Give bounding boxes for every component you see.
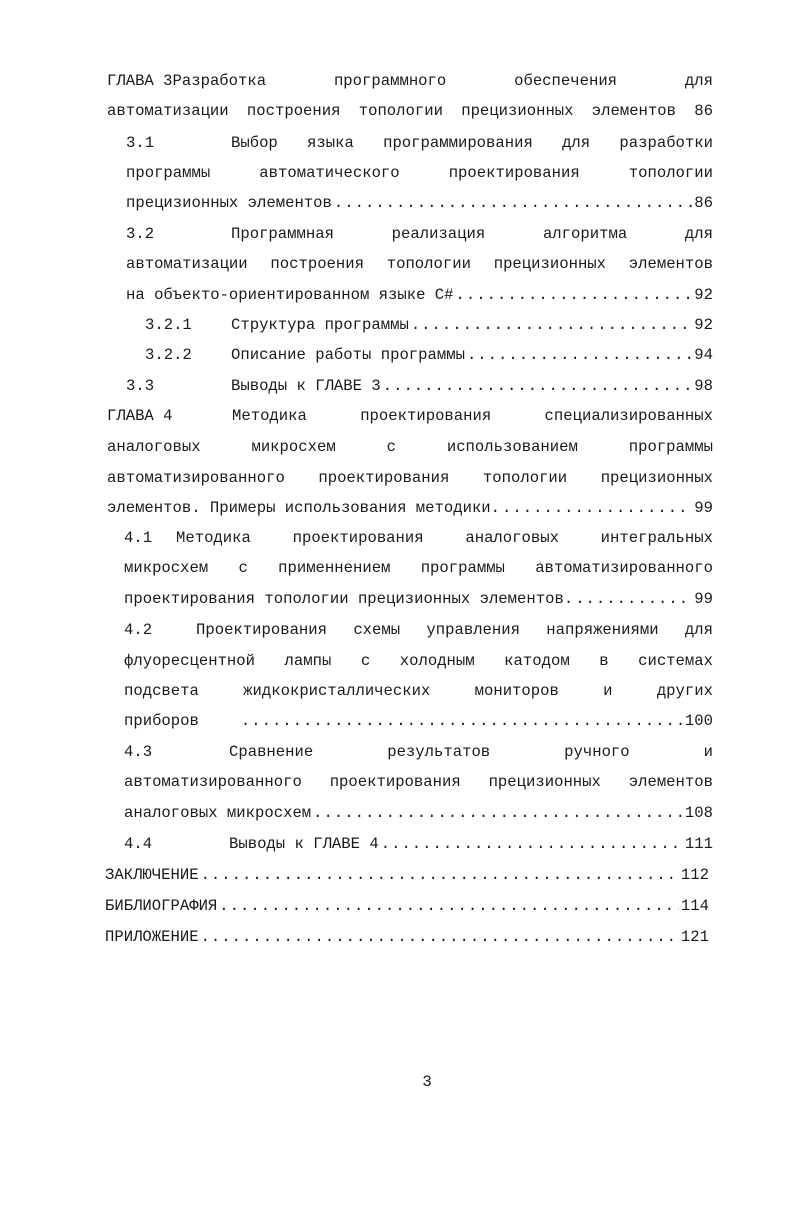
toc-entry-page: 112 (680, 866, 709, 884)
toc-entry (107, 96, 713, 126)
toc-entry (124, 706, 713, 736)
toc-entry-text: элементов. Примеры использования методики. (107, 499, 501, 517)
toc-entry-text: Методика проектирования аналоговых интегральных (176, 529, 713, 547)
toc-leader-dots (334, 188, 692, 218)
toc-entry-page: 86 (694, 194, 713, 212)
toc-entry-text: на объекто-ориентированном языке С# (126, 286, 454, 304)
toc-leader-dots (502, 493, 692, 523)
toc-entry-page: 92 (694, 286, 713, 304)
toc-entry (124, 676, 713, 706)
toc-entry-text: Методика проектирования специализированных (232, 407, 713, 425)
toc-entry-text: Программная реализация алгоритма для (231, 225, 713, 243)
toc-entry-text: автоматизации построения топологии прецизионных элементов (126, 255, 713, 273)
toc-entry-text: автоматизации построения топологии прецизионных элементов 86 (107, 102, 713, 120)
toc-entry (126, 158, 713, 188)
toc-leader-dots (219, 891, 679, 921)
toc-entry (124, 615, 713, 645)
toc-leader-dots (456, 280, 693, 310)
toc-entry (126, 371, 713, 401)
toc-leader-dots (411, 310, 692, 340)
toc-leader-dots (383, 371, 693, 401)
toc-entry-number: 3.2 (126, 225, 155, 243)
toc-entry-text: приборов (124, 712, 199, 730)
toc-entry (124, 646, 713, 676)
toc-entry (126, 280, 713, 310)
toc-entry (107, 463, 713, 493)
toc-entry (124, 798, 713, 828)
toc-entry-page: 108 (684, 804, 713, 822)
toc-entry-text: Выбор языка программирования для разработки (231, 134, 713, 152)
toc-entry-number: 3.2.2 (145, 346, 192, 364)
toc-leader-dots (467, 340, 692, 370)
toc-leader-dots (201, 922, 679, 952)
toc-entry (126, 128, 713, 158)
toc-entry-text: микросхем с применнением программы автоматизированного (124, 559, 713, 577)
toc-entry-page: 98 (694, 377, 713, 395)
toc-entry-text: автоматизированного проектирования топологии прецизионных (107, 469, 713, 487)
toc-leader-dots (201, 860, 679, 890)
toc-entry (126, 249, 713, 279)
toc-entry-number: 4.2 (124, 621, 153, 639)
toc-entry-page: 100 (684, 712, 713, 730)
toc-entry-page: 92 (694, 316, 713, 334)
toc-entry-number: ГЛАВА 4 (107, 407, 173, 425)
toc-entry-number: 3.3 (126, 377, 155, 395)
toc-entry-text: Выводы к ГЛАВЕ 4 (229, 835, 379, 853)
toc-entry-page: 99 (694, 499, 713, 517)
toc-entry-page: 114 (680, 897, 709, 915)
toc-entry (126, 188, 713, 218)
toc-entry (105, 922, 709, 952)
toc-entry (124, 767, 713, 797)
toc-entry-page: 99 (694, 590, 713, 608)
toc-entry (105, 891, 709, 921)
toc-entry-text: Структура программы (231, 316, 409, 334)
toc-entry-text: ЗАКЛЮЧЕНИЕ (105, 866, 199, 884)
toc-entry-text: флуоресцентной лампы с холодным катодом в системах (124, 652, 713, 670)
toc-entry-text: Описание работы программы (231, 346, 465, 364)
toc-entry-text: ПРИЛОЖЕНИЕ (105, 928, 199, 946)
toc-entry-number: 4.4 (124, 835, 153, 853)
toc-entry (124, 829, 713, 859)
page-number: 3 (422, 1073, 432, 1091)
toc-entry (105, 860, 709, 890)
toc-entry (145, 310, 713, 340)
toc-entry-text: аналоговых микросхем с использованием программы (107, 438, 713, 456)
toc-entry-text: аналоговых микросхем (124, 804, 312, 822)
toc-entry-number: 4.1 (124, 529, 153, 547)
toc-entry-text: Сравнение результатов ручного и (229, 743, 713, 761)
toc-entry (126, 219, 713, 249)
toc-entry (145, 340, 713, 370)
toc-entry-text: программы автоматического проектирования топологии (126, 164, 713, 182)
toc-leader-dots (381, 829, 683, 859)
toc-entry-number: 3.1 (126, 134, 155, 152)
toc-entry-page: 94 (694, 346, 713, 364)
toc-entry (107, 493, 713, 523)
toc-entry (107, 66, 713, 96)
toc-entry (124, 523, 713, 553)
toc-entry-number: ГЛАВА 3 (107, 72, 173, 90)
toc-entry-text: проектирования топологии прецизионных элементов. (124, 590, 574, 608)
toc-entry (107, 401, 713, 431)
toc-entry-number: 3.2.1 (145, 316, 192, 334)
toc-entry (124, 553, 713, 583)
toc-entry-text: подсвета жидкокристаллических мониторов и других (124, 682, 713, 700)
toc-leader-dots (241, 706, 683, 736)
toc-entry-text: Выводы к ГЛАВЕ 3 (231, 377, 381, 395)
toc-entry (124, 737, 713, 767)
toc-entry-text: автоматизированного проектирования прецизионных элементов (124, 773, 713, 791)
toc-entry-number: 4.3 (124, 743, 153, 761)
toc-entry-text: Разработка программного обеспечения для (172, 72, 713, 90)
toc-entry-page: 121 (680, 928, 709, 946)
toc-leader-dots (313, 798, 683, 828)
toc-leader-dots (575, 584, 692, 614)
toc-entry (124, 584, 713, 614)
toc-entry-text: прецизионных элементов (126, 194, 332, 212)
toc-entry (107, 432, 713, 462)
toc-entry-text: БИБЛИОГРАФИЯ (105, 897, 218, 915)
toc-entry-page: 111 (684, 835, 713, 853)
toc-entry-text: Проектирования схемы управления напряжениями для (196, 621, 713, 639)
